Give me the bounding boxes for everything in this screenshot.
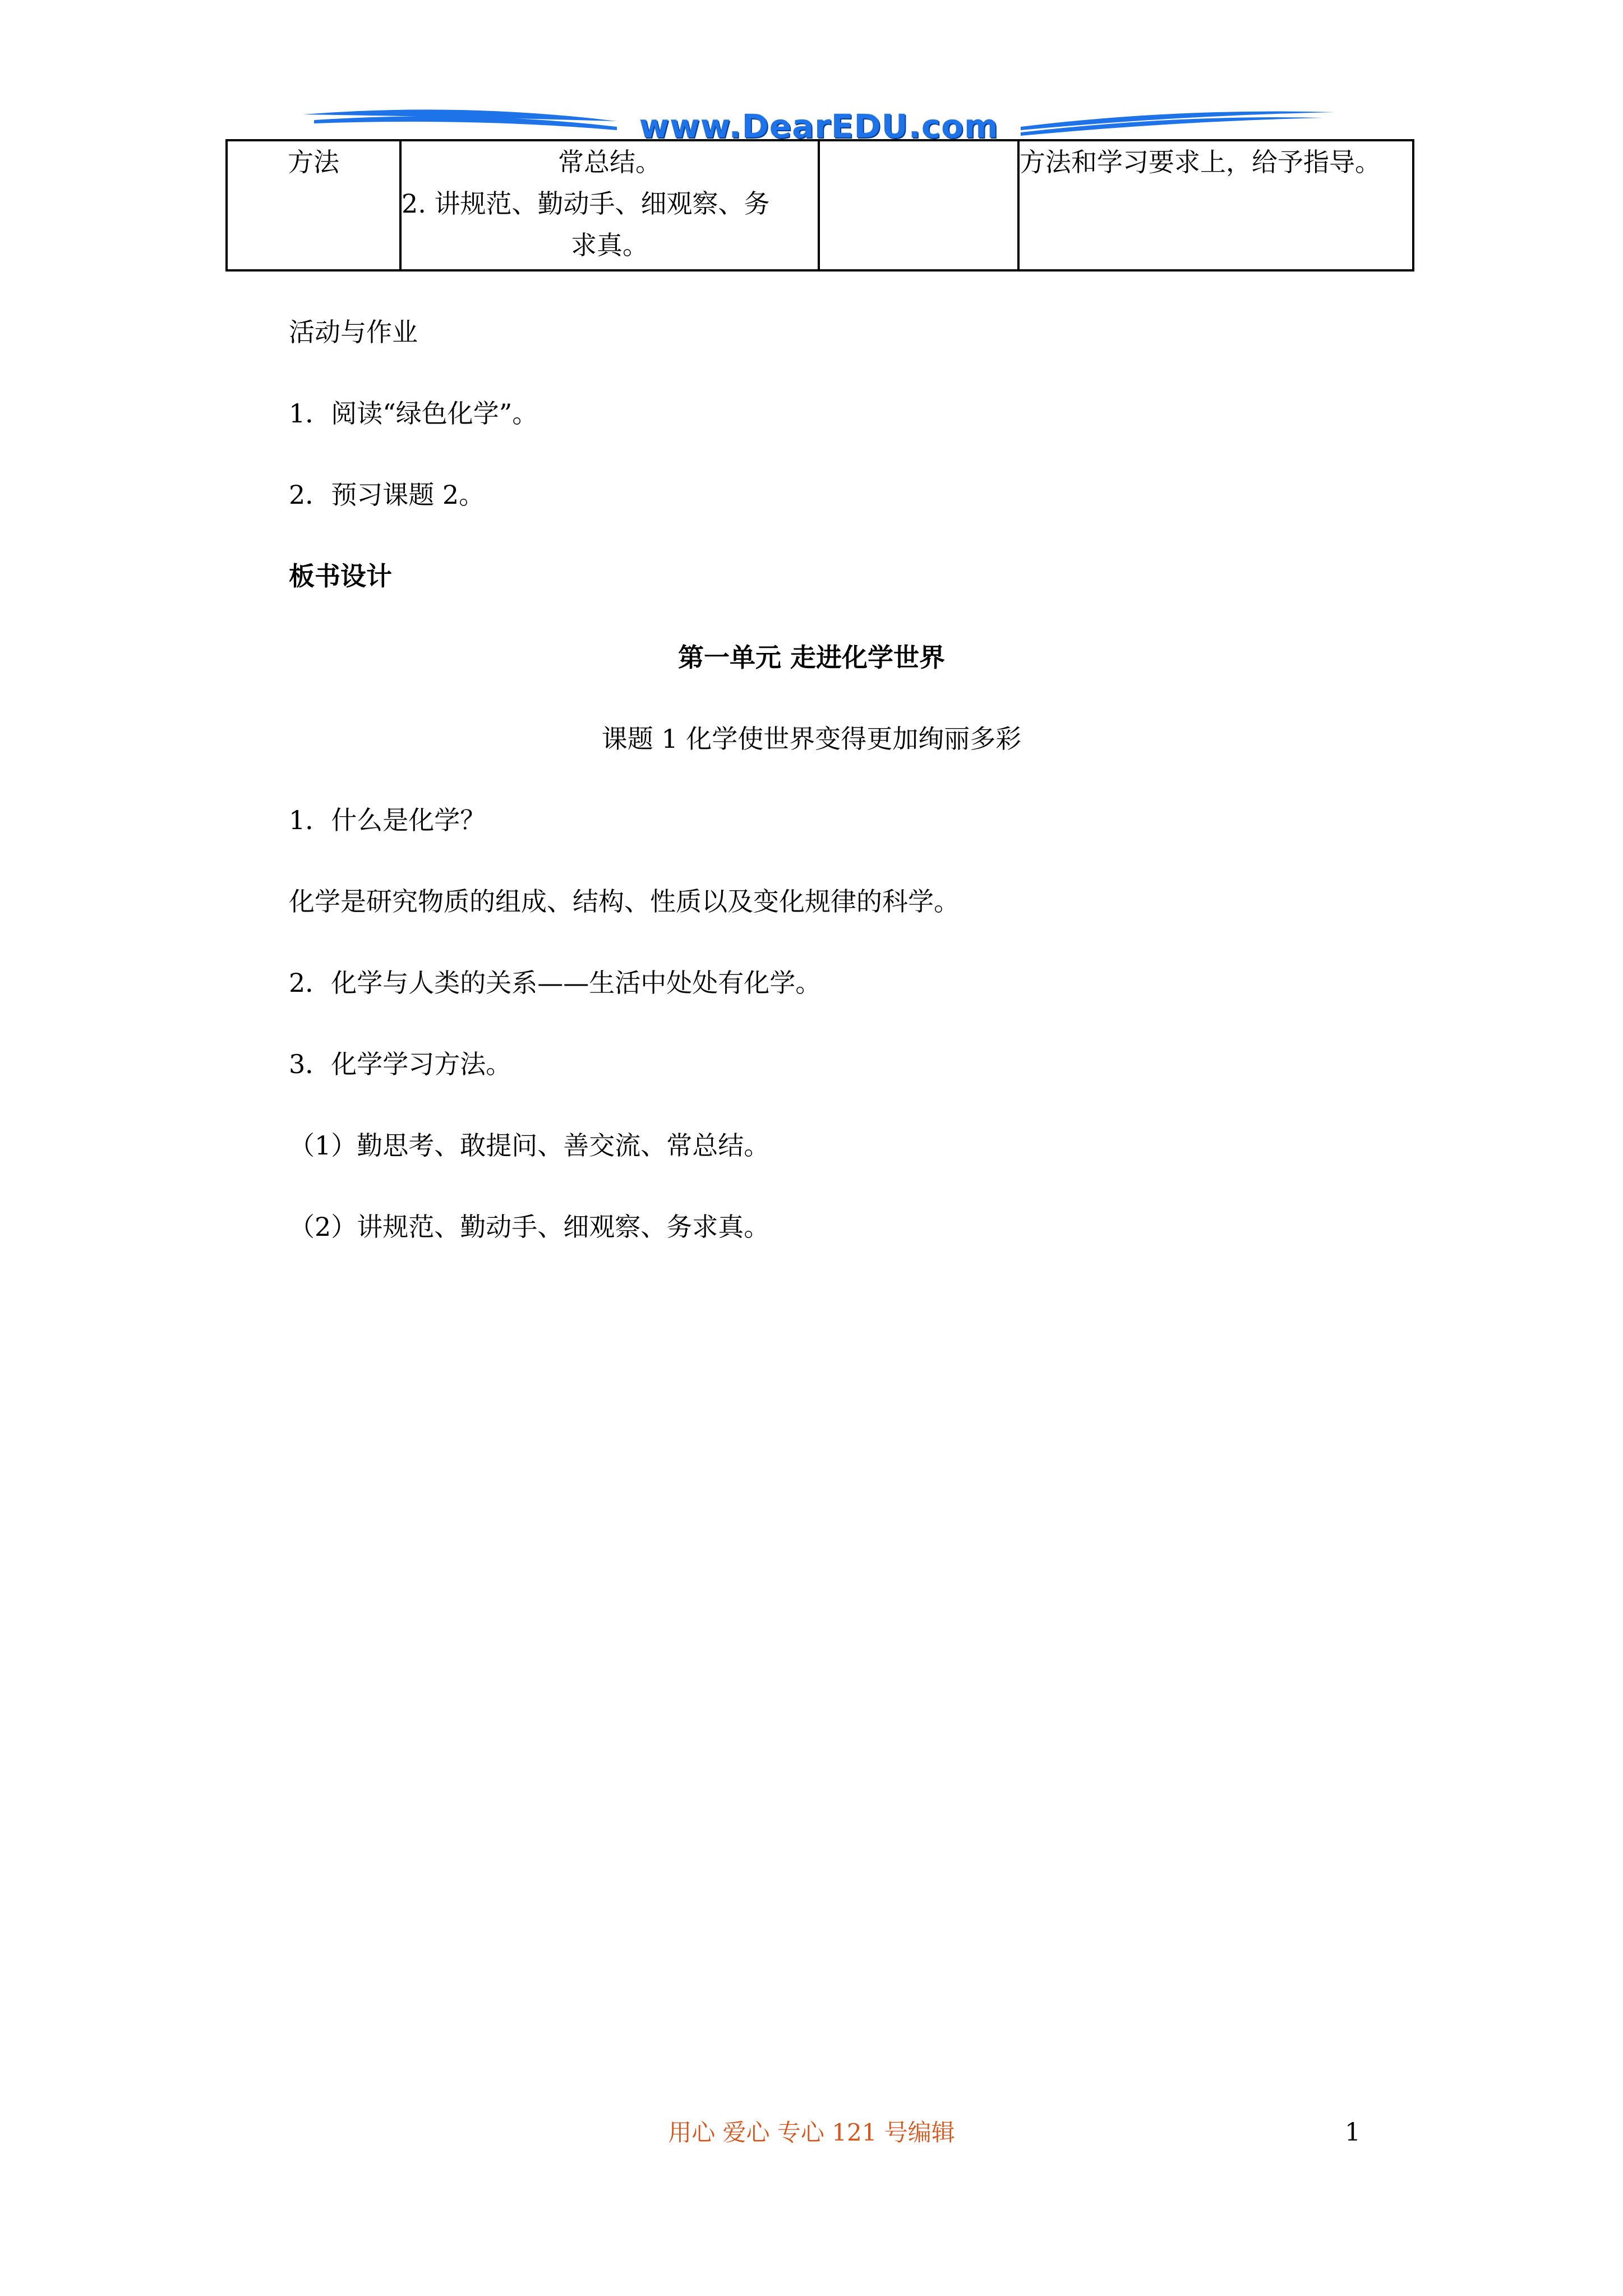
table-content-line-2: 2. 讲规范、勤动手、细观察、务: [402, 188, 770, 219]
table-cell-method: [227, 140, 400, 270]
activities-item-1: 1．阅读“绿色化学”。: [289, 398, 538, 429]
board-heading: 板书设计: [289, 561, 392, 591]
logo-text: www.DearEDU.com: [639, 107, 999, 145]
lesson-title: 课题 1 化学使世界变得更加绚丽多彩: [601, 724, 1022, 754]
question-1: 1．什么是化学？: [289, 805, 486, 835]
method-2: （2）讲规范、勤动手、细观察、务求真。: [289, 1212, 770, 1242]
table-cell-method-label: 方法: [288, 147, 339, 177]
activities-item-2: 2．预习课题 2。: [289, 480, 485, 510]
table-cell-guidance: [1018, 140, 1413, 270]
table-content-line-3: 求真。: [571, 230, 648, 260]
answer-1: 化学是研究物质的组成、结构、性质以及变化规律的科学。: [289, 886, 960, 917]
question-2: 2．化学与人类的关系——生活中处处有化学。: [289, 968, 822, 998]
question-3: 3．化学学习方法。: [289, 1049, 512, 1079]
method-1: （1）勤思考、敢提问、善交流、常总结。: [289, 1130, 770, 1161]
table-row: [227, 140, 1413, 270]
lesson-table: [225, 139, 1414, 272]
table-cell-content: [400, 140, 819, 270]
page-number: 1: [1345, 2118, 1361, 2147]
unit-title: 第一单元 走进化学世界: [677, 642, 945, 673]
table-cell-empty: [819, 140, 1018, 270]
footer-text: 用心 爱心 专心 121 号编辑: [668, 2119, 955, 2146]
table-cell-guidance-text: 方法和学习要求上，给予指导。: [1020, 147, 1381, 177]
table-content-line-1: 常总结。: [558, 147, 661, 177]
activities-heading: 活动与作业: [289, 317, 418, 347]
